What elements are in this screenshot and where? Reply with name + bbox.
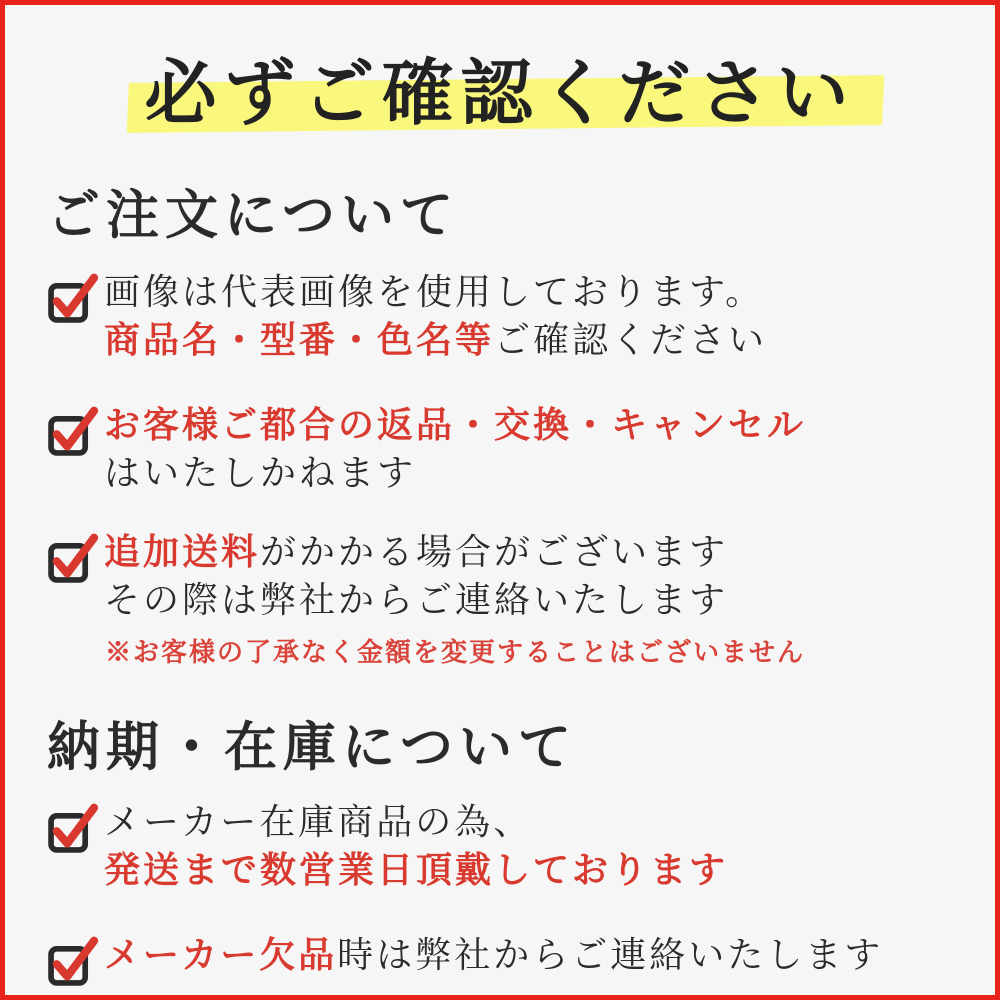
checkbox-check-icon <box>47 799 99 857</box>
text-segment: メーカー欠品 <box>104 935 338 976</box>
text-segment: はいたしかねます <box>104 452 417 493</box>
item-line <box>104 799 728 847</box>
checklist-item <box>47 529 957 624</box>
text-segment: 時は弊社からご連絡いたします <box>337 935 884 976</box>
text-segment: その際は弊社からご連絡いたします <box>104 579 729 620</box>
text-segment: メーカー在庫商品の為、 <box>104 802 533 843</box>
checkbox-check-icon <box>47 529 99 587</box>
checklist-item <box>47 799 957 894</box>
item-line <box>104 269 767 317</box>
section-heading-order: ご注文について <box>47 187 459 245</box>
text-segment: 画像は代表画像を使用しております。 <box>104 272 765 312</box>
text-segment: 商品名・型番・色名等 <box>104 319 495 360</box>
section-heading-delivery-stock: 納期・在庫について <box>47 719 577 778</box>
notice-content <box>5 173 995 990</box>
checkbox-check-icon <box>47 402 99 460</box>
item-line <box>104 402 806 450</box>
item-line <box>104 577 728 625</box>
checklist-item <box>47 269 957 364</box>
text-segment: 発送まで数営業日頂戴しております <box>104 849 729 890</box>
text-segment: お客様ご都合の返品・交換・キャンセル <box>104 405 807 446</box>
checklist-item <box>47 402 957 497</box>
item-line <box>104 317 767 365</box>
checklist-item <box>47 932 957 990</box>
title-block <box>5 35 995 139</box>
item-line <box>104 450 806 498</box>
footnote: ※お客様の了承なく金額を変更することはございません <box>105 638 806 668</box>
checkbox-check-icon <box>47 269 99 327</box>
page-title: 必ずご確認ください <box>144 54 856 134</box>
item-line <box>104 932 883 980</box>
item-line <box>104 847 728 895</box>
text-segment: 追加送料 <box>104 532 261 573</box>
text-segment: がかかる場合がございます <box>260 532 729 573</box>
text-segment: ご確認ください <box>494 319 768 360</box>
checkbox-check-icon <box>47 932 99 990</box>
item-line <box>104 529 728 577</box>
